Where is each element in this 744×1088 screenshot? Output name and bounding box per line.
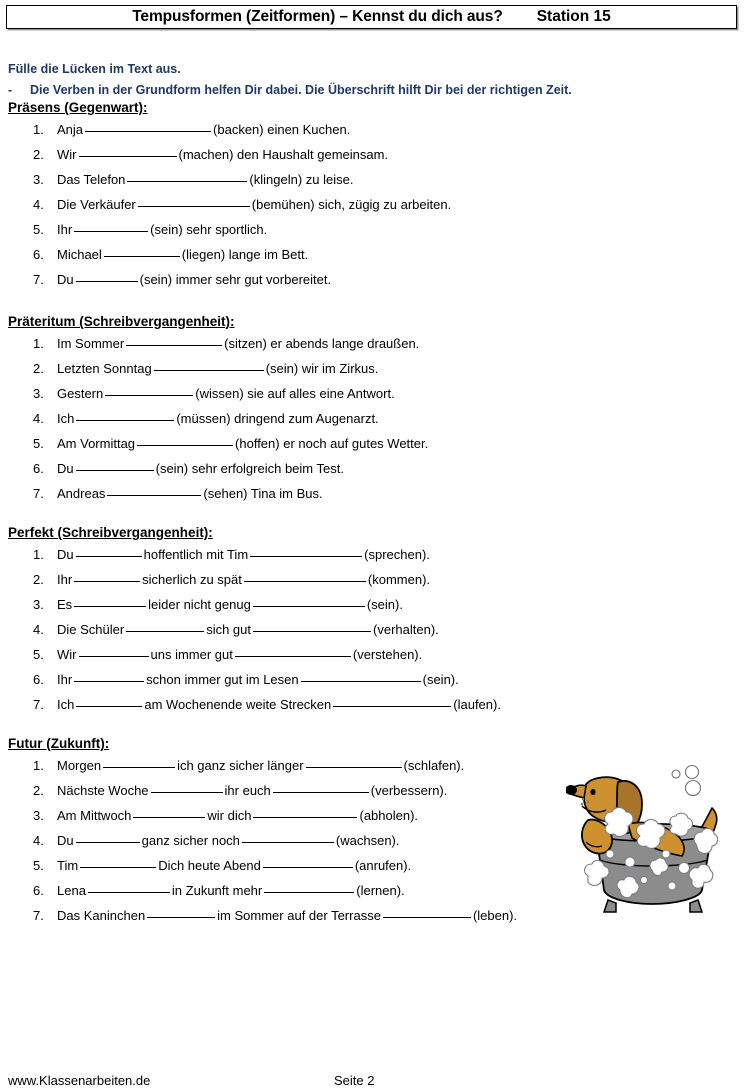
sentence (57, 406, 379, 431)
sentence-text: Andreas (57, 486, 106, 501)
sentence-text: (verbessern). (370, 783, 448, 798)
answer-blank[interactable] (264, 892, 354, 893)
sentence-text: (bemühen) sich, zügig zu arbeiten. (251, 197, 452, 212)
tense-section-2 (8, 313, 738, 506)
item-number: 2. (33, 783, 44, 798)
section-heading: Präteritum (Schreibvergangenheit): (8, 314, 235, 329)
exercise-item (8, 267, 738, 292)
answer-blank[interactable] (242, 842, 334, 843)
answer-blank[interactable] (126, 631, 204, 632)
sentence (57, 692, 501, 717)
sentence (57, 381, 395, 406)
exercise-item (8, 567, 738, 592)
sentence-text: (abholen). (359, 808, 419, 823)
answer-blank[interactable] (133, 817, 205, 818)
sentence-text: (schlafen). (403, 758, 465, 773)
sentence (57, 356, 378, 381)
section-heading: Präsens (Gegenwart): (8, 100, 148, 115)
sentence-text: Ich (57, 697, 75, 712)
item-number: 6. (33, 883, 44, 898)
sentence-text: Du (57, 272, 74, 287)
sentence-text: Das Telefon (57, 172, 126, 187)
answer-blank[interactable] (76, 556, 142, 557)
section-heading: Perfekt (Schreibvergangenheit): (8, 525, 213, 540)
tense-section-1 (8, 99, 738, 292)
exercise-item (8, 217, 738, 242)
sentence-text: (sprechen). (364, 547, 430, 562)
sentence (57, 167, 353, 192)
instruction-primary: Fülle die Lücken im Text aus. (8, 62, 181, 76)
exercise-item (8, 667, 738, 692)
item-number: 6. (33, 672, 44, 687)
sentence-text: Du (57, 461, 74, 476)
item-number: 7. (33, 486, 44, 501)
answer-blank[interactable] (138, 206, 250, 207)
exercise-list (8, 117, 738, 292)
sentence-text: (leben). (472, 908, 518, 923)
sentence (57, 828, 399, 853)
exercise-item (8, 592, 738, 617)
sentence-text: Gestern (57, 386, 104, 401)
sentence-text: uns immer gut (150, 647, 233, 662)
page-title: Tempusformen (Zeitformen) – Kennst du dich aus? (132, 8, 503, 25)
sentence-text: wir dich (207, 808, 252, 823)
sentence-text: Du (57, 833, 74, 848)
sentence (57, 642, 422, 667)
sentence (57, 142, 388, 167)
sentence-text: Ich (57, 411, 75, 426)
exercise-list (8, 542, 738, 717)
answer-blank[interactable] (79, 656, 149, 657)
sentence-text: (hoffen) er noch auf gutes Wetter. (235, 436, 429, 451)
sentence-text: Dich heute Abend (158, 858, 261, 873)
sentence (57, 878, 405, 903)
sentence-text: ganz sicher noch (141, 833, 240, 848)
sentence (57, 853, 411, 878)
answer-blank[interactable] (76, 420, 174, 421)
sentence-text: Am Vormittag (57, 436, 136, 451)
sentence (57, 753, 464, 778)
sentence-text: (sein) immer sehr gut vorbereitet. (139, 272, 332, 287)
sentence-text: (wissen) sie auf alles eine Antwort. (195, 386, 395, 401)
worksheet-title-box (6, 5, 737, 29)
answer-blank[interactable] (244, 581, 366, 582)
item-number: 4. (33, 411, 44, 426)
item-number: 5. (33, 222, 44, 237)
answer-blank[interactable] (76, 470, 154, 471)
sentence-text: Im Sommer (57, 336, 125, 351)
sentence-text: Tim (57, 858, 79, 873)
answer-blank[interactable] (154, 370, 264, 371)
sentence (57, 903, 517, 928)
item-number: 2. (33, 361, 44, 376)
item-number: 3. (33, 172, 44, 187)
item-number: 5. (33, 436, 44, 451)
answer-blank[interactable] (88, 892, 170, 893)
item-number: 4. (33, 622, 44, 637)
item-number: 6. (33, 461, 44, 476)
bathtub-foot-right (690, 900, 702, 912)
answer-blank[interactable] (126, 345, 222, 346)
sentence-text: Ihr (57, 672, 73, 687)
tense-section-3 (8, 524, 738, 717)
item-number: 2. (33, 572, 44, 587)
sentence-text: (lernen). (356, 883, 405, 898)
exercise-item (8, 356, 738, 381)
sentence-text: (verhalten). (373, 622, 439, 637)
item-number: 4. (33, 197, 44, 212)
sentence-text: (sein) sehr sportlich. (150, 222, 268, 237)
sentence-text: sich gut (206, 622, 252, 637)
sentence-text: (backen) einen Kuchen. (213, 122, 351, 137)
sentence-text: Michael (57, 247, 102, 262)
sentence-text: Wir (57, 647, 77, 662)
dog-eye-icon (590, 789, 595, 795)
sentence-text: (anrufen). (354, 858, 412, 873)
exercise-list (8, 331, 738, 506)
answer-blank[interactable] (333, 706, 451, 707)
instructions (8, 61, 708, 98)
sentence (57, 542, 430, 567)
footer-website: www.Klassenarbeiten.de (8, 1073, 151, 1088)
answer-blank[interactable] (383, 917, 471, 918)
exercise-item (8, 431, 738, 456)
sentence-text: in Zukunft mehr (171, 883, 263, 898)
answer-blank[interactable] (105, 395, 193, 396)
answer-blank[interactable] (263, 867, 353, 868)
item-number: 7. (33, 908, 44, 923)
sentence (57, 803, 418, 828)
sentence-text: Die Verkäufer (57, 197, 136, 212)
sentence-text: schon immer gut im Lesen (146, 672, 299, 687)
sentence-text: Ihr (57, 222, 73, 237)
answer-blank[interactable] (74, 606, 146, 607)
item-number: 5. (33, 647, 44, 662)
sentence-text: (müssen) dringend zum Augenarzt. (176, 411, 379, 426)
sentence (57, 117, 350, 142)
exercise-item (8, 117, 738, 142)
answer-blank[interactable] (301, 681, 421, 682)
sentence-text: (sein) wir im Zirkus. (265, 361, 379, 376)
sentence-text: Es (57, 597, 73, 612)
item-number: 5. (33, 858, 44, 873)
answer-blank[interactable] (253, 631, 371, 632)
answer-blank[interactable] (79, 156, 177, 157)
exercise-item (8, 481, 738, 506)
exercise-item (8, 692, 738, 717)
item-number: 1. (33, 758, 44, 773)
exercise-item (8, 406, 738, 431)
footer-page-number: Seite 2 (334, 1073, 375, 1088)
answer-blank[interactable] (306, 767, 402, 768)
sentence-text: leider nicht genug (148, 597, 251, 612)
page-footer (0, 1073, 744, 1088)
item-number: 2. (33, 147, 44, 162)
exercise-item (8, 542, 738, 567)
answer-blank[interactable] (80, 867, 156, 868)
answer-blank[interactable] (74, 681, 144, 682)
bullet-dash-icon: - (8, 83, 13, 97)
answer-blank[interactable] (250, 556, 362, 557)
sentence-text: am Wochenende weite Strecken (144, 697, 332, 712)
sentence (57, 617, 439, 642)
answer-blank[interactable] (76, 842, 140, 843)
sentence-text: (sein) sehr erfolgreich beim Test. (155, 461, 344, 476)
sentence-text: Anja (57, 122, 84, 137)
sentence-text: (laufen). (453, 697, 501, 712)
sentence-text: sicherlich zu spät (142, 572, 242, 587)
answer-blank[interactable] (273, 792, 369, 793)
sentence-text: (sein). (366, 597, 403, 612)
answer-blank[interactable] (253, 817, 357, 818)
sentence (57, 267, 331, 292)
item-number: 3. (33, 386, 44, 401)
sentence-text: (klingeln) zu leise. (249, 172, 354, 187)
sentence-text: Ihr (57, 572, 73, 587)
sentence-text: Das Kaninchen (57, 908, 146, 923)
sentence-text: Wir (57, 147, 77, 162)
sentence-text: (machen) den Haushalt gemeinsam. (178, 147, 389, 162)
sentence (57, 331, 419, 356)
sentence (57, 667, 459, 692)
answer-blank[interactable] (107, 495, 201, 496)
sentence-text: Letzten Sonntag (57, 361, 152, 376)
sentence-text: (sitzen) er abends lange draußen. (224, 336, 420, 351)
answer-blank[interactable] (76, 706, 142, 707)
answer-blank[interactable] (137, 445, 233, 446)
sentence-text: (liegen) lange im Bett. (181, 247, 309, 262)
sentence-text: hoffentlich mit Tim (143, 547, 249, 562)
sentence-text: Lena (57, 883, 86, 898)
answer-blank[interactable] (104, 256, 180, 257)
sentence-text: (kommen). (367, 572, 431, 587)
answer-blank[interactable] (127, 181, 247, 182)
sentence-text: (sehen) Tina im Bus. (203, 486, 323, 501)
answer-blank[interactable] (74, 581, 140, 582)
item-number: 3. (33, 808, 44, 823)
sentence (57, 592, 403, 617)
answer-blank[interactable] (151, 792, 223, 793)
sentence-text: ihr euch (224, 783, 271, 798)
instruction-bullet-line (8, 82, 708, 98)
instruction-secondary: Die Verben in der Grundform helfen Dir dabei. Die Überschrift hilft Dir bei der richtigen Zeit. (30, 83, 572, 97)
item-number: 1. (33, 547, 44, 562)
exercise-item (8, 331, 738, 356)
sentence-text: (wachsen). (335, 833, 400, 848)
sentence (57, 778, 447, 803)
sentence-text: Du (57, 547, 74, 562)
item-number: 1. (33, 336, 44, 351)
exercise-item (8, 381, 738, 406)
answer-blank[interactable] (253, 606, 365, 607)
sentence-text: (verstehen). (352, 647, 423, 662)
item-number: 1. (33, 122, 44, 137)
sentence-text: im Sommer auf der Terrasse (217, 908, 381, 923)
item-number: 6. (33, 247, 44, 262)
answer-blank[interactable] (103, 767, 175, 768)
station-label: Station 15 (536, 8, 611, 25)
exercise-item (8, 617, 738, 642)
answer-blank[interactable] (76, 281, 138, 282)
exercise-item (8, 192, 738, 217)
dog-in-bathtub-illustration (566, 762, 738, 920)
soap-bubbles-icon (672, 766, 701, 796)
sentence-text: Nächste Woche (57, 783, 149, 798)
exercise-item (8, 456, 738, 481)
sentence (57, 456, 344, 481)
sentence-text: Am Mittwoch (57, 808, 132, 823)
item-number: 7. (33, 272, 44, 287)
sentence (57, 481, 323, 506)
exercise-item (8, 142, 738, 167)
sentence (57, 242, 308, 267)
sentence-text: ich ganz sicher länger (177, 758, 304, 773)
sentence (57, 567, 430, 592)
item-number: 3. (33, 597, 44, 612)
sentence (57, 431, 428, 456)
exercise-item (8, 167, 738, 192)
item-number: 7. (33, 697, 44, 712)
sentence (57, 217, 267, 242)
sentence-text: (sein). (422, 672, 459, 687)
sentence (57, 192, 451, 217)
answer-blank[interactable] (74, 231, 148, 232)
answer-blank[interactable] (235, 656, 351, 657)
exercise-item (8, 642, 738, 667)
sentence-text: Die Schüler (57, 622, 125, 637)
exercise-item (8, 242, 738, 267)
answer-blank[interactable] (85, 131, 211, 132)
sentence-text: Morgen (57, 758, 102, 773)
item-number: 4. (33, 833, 44, 848)
bathtub-foot-left (604, 900, 616, 912)
section-heading: Futur (Zukunft): (8, 736, 110, 751)
answer-blank[interactable] (147, 917, 215, 918)
